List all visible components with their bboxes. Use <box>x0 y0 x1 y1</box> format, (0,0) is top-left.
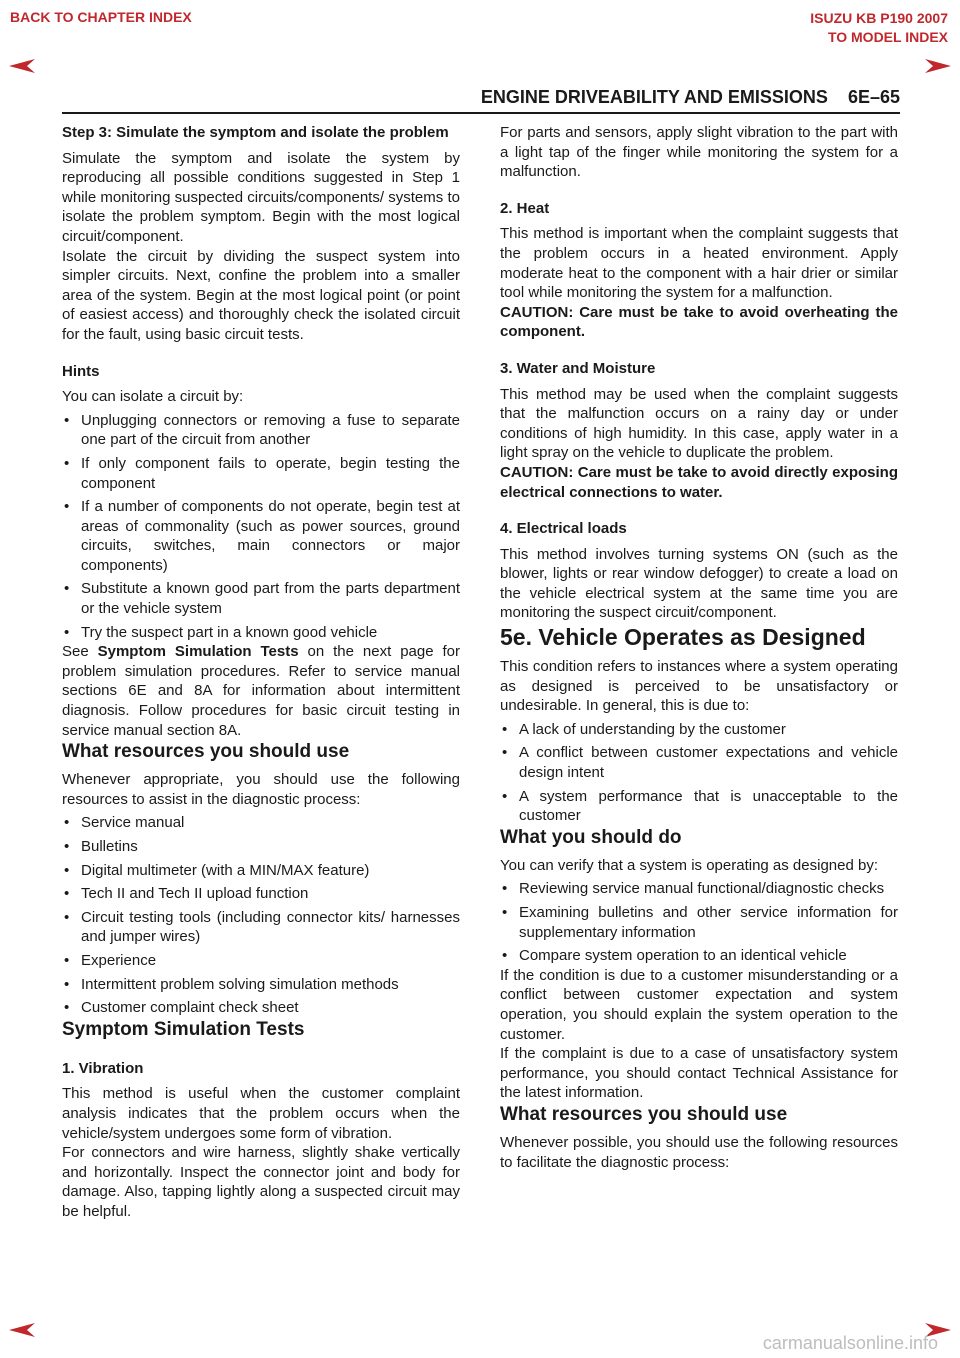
symptom-simulation-heading: Symptom Simulation Tests <box>62 1018 305 1040</box>
list-item: • A conflict between customer expectations and vehicle design intent <box>500 743 898 782</box>
see-suffix: on the next page for problem simulation procedures. Refer to service manual sections 6E and 8A for information about intermittent diagnosis. Follow procedures for basic circuit testing in service manual section 8A. <box>62 643 460 739</box>
hints-list <box>62 411 460 643</box>
designed-heading: 5e. Vehicle Operates as Designed <box>500 624 866 651</box>
vibration-paragraph-1: This method is useful when the customer complaint analysis indicates that the problem occurs when the vehicle/system undergoes some form of vibration. <box>62 1085 460 1142</box>
resources-list <box>62 813 460 1017</box>
list-item: • If a number of components do not operate, begin test at areas of commonality (such as power sources, ground circuits, switches, main connectors or major components) <box>62 497 460 575</box>
brand-line: ISUZU KB P190 2007 <box>810 10 948 26</box>
designed-paragraph: This condition refers to instances where a system operating as designed is perceived to be unsatisfactory or undesirable. In general, this is due to: <box>500 658 898 715</box>
list-item: • A lack of understanding by the customer <box>500 720 898 740</box>
watermark: carmanualsonline.info <box>762 1333 938 1353</box>
list-item: • Unplugging connectors or removing a fuse to separate one part of the circuit from another <box>62 411 460 450</box>
water-caution: CAUTION: Care must be take to avoid directly exposing electrical connections to water. <box>500 463 898 501</box>
list-item: • If only component fails to operate, begin testing the component <box>62 454 460 493</box>
resources-paragraph-right: Whenever possible, you should use the following resources to facilitate the diagnostic process: <box>500 1133 898 1171</box>
resources-heading: What resources you should use <box>62 741 350 763</box>
step3-paragraph-1: Simulate the symptom and isolate the system by reproducing all possible conditions suggested in Step 1 while monitoring suspected circuits/components/ systems to isolate the problem symptom. Begin with the most logical circuit/component. <box>62 149 460 245</box>
step3-paragraph-2: Isolate the circuit by dividing the suspect system into simpler circuits. Next, confine the problem into a smaller area of the system. Begin at the most logical point (or point of easiest access) and thoroughly check the isolated circuit for the fault, using basic circuit tests. <box>62 247 460 343</box>
step3-heading: Step 3: Simulate the symptom and isolate the problem <box>62 124 449 141</box>
page-number: 6E–65 <box>847 87 900 107</box>
resources-intro: Whenever appropriate, you should use the following resources to assist in the diagnostic process: <box>62 771 460 808</box>
heat-paragraph: This method is important when the complaint suggests that the problem occurs in a heated environment. Apply moderate heat to the component with a hair drier or similar tool while monitoring the system for a malfunction. <box>500 225 898 302</box>
header-title: ENGINE DRIVEABILITY AND EMISSIONS <box>480 87 828 107</box>
list-item: • Digital multimeter (with a MIN/MAX feature) <box>62 861 460 881</box>
list-item: • Examining bulletins and other service information for supplementary information <box>500 903 898 942</box>
heat-caution: CAUTION: Care must be take to avoid overheating the component. <box>500 303 898 341</box>
left-column <box>62 123 460 1222</box>
list-item: • Circuit testing tools (including connector kits/ harnesses and jumper wires) <box>62 908 460 947</box>
list-item: • Compare system operation to an identical vehicle <box>500 946 898 966</box>
what-to-do-paragraph-3: If the complaint is due to a case of unsatisfactory system performance, you should contact Technical Assistance for the latest information. <box>500 1045 898 1102</box>
list-item: • A system performance that is unacceptable to the customer <box>500 787 898 826</box>
vibration-heading: 1. Vibration <box>62 1059 144 1077</box>
list-item: • Reviewing service manual functional/diagnostic checks <box>500 879 898 899</box>
see-paragraph <box>62 642 460 740</box>
list-item: • Experience <box>62 951 460 971</box>
page-header <box>420 87 900 108</box>
resources-heading-right: What resources you should use <box>500 1103 788 1125</box>
next-page-arrow-icon[interactable] <box>924 58 952 74</box>
hints-heading: Hints <box>62 362 100 380</box>
list-item: • Try the suspect part in a known good vehicle <box>62 623 460 643</box>
model-index-nav[interactable] <box>810 9 948 47</box>
hints-intro: You can isolate a circuit by: <box>62 388 244 406</box>
designed-list <box>500 720 898 826</box>
list-item: • Bulletins <box>62 837 460 857</box>
right-column <box>500 123 898 1172</box>
vibration-paragraph-3: For parts and sensors, apply slight vibration to the part with a light tap of the finger while monitoring the system for a malfunction. <box>500 124 898 181</box>
previous-page-arrow-icon[interactable] <box>8 58 36 74</box>
what-to-do-paragraph-2: If the condition is due to a customer misunderstanding or a conflict between customer expectation and system operation, you should explain the system operation to the customer. <box>500 966 898 1043</box>
back-to-chapter-index-link[interactable]: BACK TO CHAPTER INDEX <box>10 9 192 25</box>
heat-heading: 2. Heat <box>500 199 550 217</box>
what-to-do-intro: You can verify that a system is operating as designed by: <box>500 856 878 874</box>
list-item: • Customer complaint check sheet <box>62 998 460 1018</box>
what-to-do-heading: What you should do <box>500 826 682 848</box>
symptom-simulation-reference: Symptom Simulation Tests <box>97 643 299 661</box>
what-to-do-list <box>500 879 898 965</box>
list-item: • Service manual <box>62 813 460 833</box>
list-item: • Substitute a known good part from the parts department or the vehicle system <box>62 579 460 618</box>
electrical-paragraph: This method involves turning systems ON (such as the blower, lights or rear window defogger) to create a load on the vehicle electrical system at the same time you are monitoring the suspect circuit/component. <box>500 545 898 622</box>
vibration-paragraph-2: For connectors and wire harness, slightly shake vertically and horizontally. Inspect the connector joint and body for damage. Also, tapping lightly along a suspected circuit may be helpful. <box>62 1144 460 1220</box>
electrical-heading: 4. Electrical loads <box>500 520 627 538</box>
previous-page-arrow-bottom-icon[interactable] <box>8 1322 36 1338</box>
to-model-index-link[interactable]: TO MODEL INDEX <box>827 29 948 45</box>
list-item: • Intermittent problem solving simulation methods <box>62 975 460 995</box>
header-divider <box>62 112 900 114</box>
list-item: • Tech II and Tech II upload function <box>62 884 460 904</box>
water-heading: 3. Water and Moisture <box>500 359 656 377</box>
water-paragraph: This method may be used when the complaint suggests that the malfunction occurs on a rainy day or under conditions of high humidity. In this case, apply water in a light spray on the vehicle to duplicate the problem. <box>500 385 898 462</box>
see-prefix: See <box>62 643 98 661</box>
